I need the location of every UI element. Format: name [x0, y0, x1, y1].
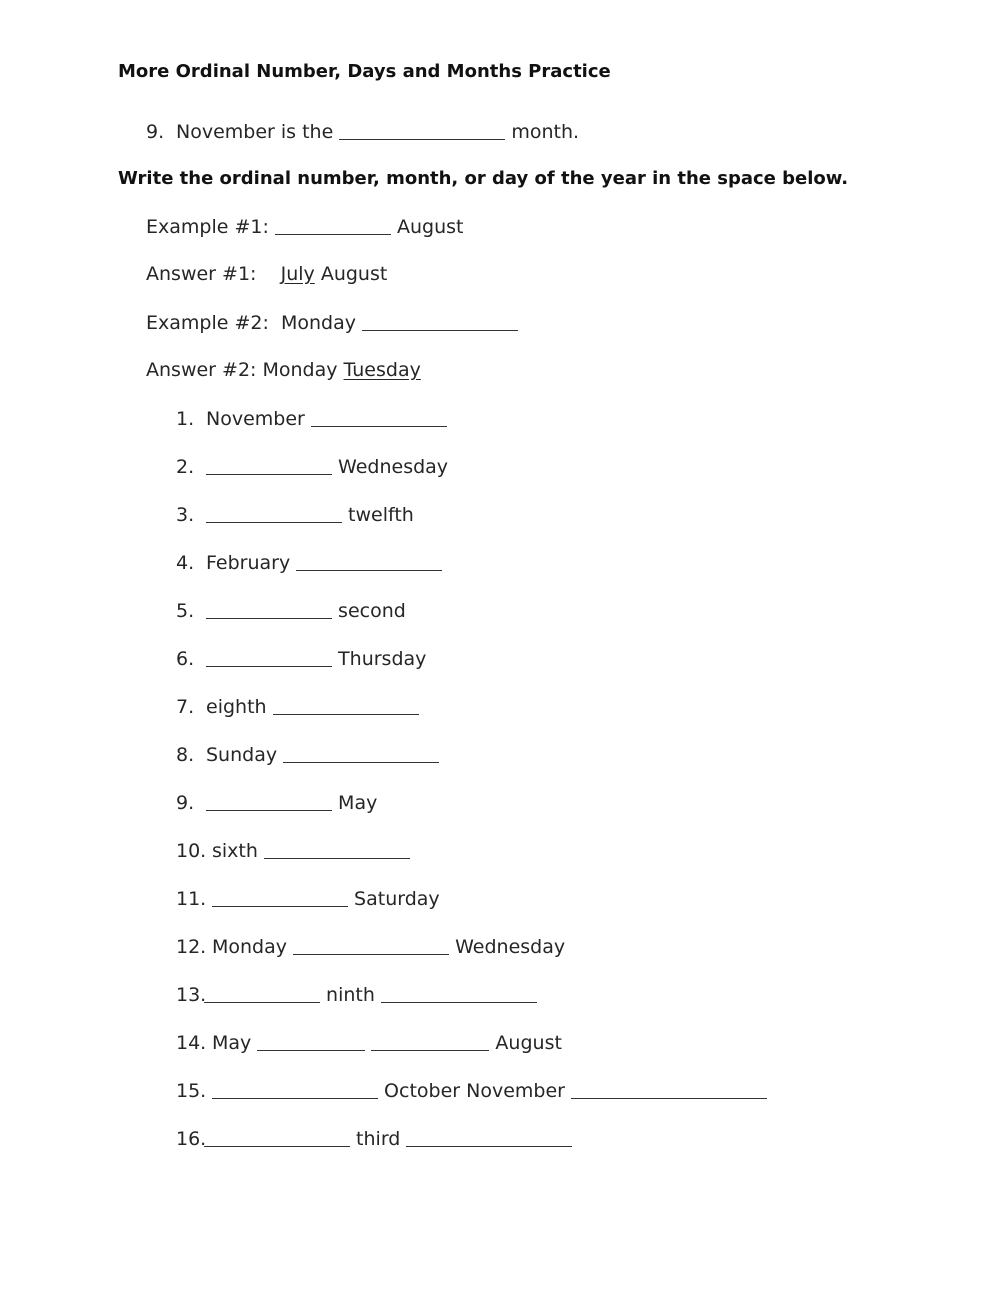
item-word: October November — [384, 1080, 565, 1102]
list-item-16 — [176, 1126, 572, 1151]
item-number: 5. — [176, 600, 195, 622]
answer-blank[interactable] — [206, 456, 332, 475]
item-number: 9. — [146, 121, 165, 143]
item-word: Sunday — [206, 744, 278, 766]
example-word: August — [396, 216, 464, 238]
item-number: 13. — [176, 984, 207, 1006]
list-item-6 — [176, 646, 426, 671]
list-item-7 — [176, 694, 419, 719]
answer-blank[interactable] — [273, 696, 419, 715]
answer-word: August — [320, 263, 388, 285]
list-item-14 — [176, 1030, 562, 1055]
item-number: 8. — [176, 744, 195, 766]
item-number: 9. — [176, 792, 195, 814]
list-item-12 — [176, 934, 565, 959]
list-item-5 — [176, 598, 406, 623]
answer-1 — [146, 262, 387, 286]
item-word: Wednesday — [338, 456, 449, 478]
page-title: More Ordinal Number, Days and Months Practice — [118, 61, 611, 82]
item-number: 11. — [176, 888, 207, 910]
item-number: 12. — [176, 936, 207, 958]
list-item-2 — [176, 454, 448, 479]
answer-value: Tuesday — [343, 359, 421, 381]
item-word: Monday — [212, 936, 288, 958]
item-number: 15. — [176, 1080, 207, 1102]
answer-label: Answer #1: — [146, 263, 257, 285]
list-item-9 — [176, 790, 377, 815]
list-item-13 — [176, 982, 537, 1007]
example-word: Monday — [280, 312, 356, 334]
answer-blank[interactable] — [204, 1128, 350, 1147]
item-number: 16. — [176, 1128, 207, 1150]
instruction-text: Write the ordinal number, month, or day of the year in the space below. — [118, 168, 849, 189]
answer-blank[interactable] — [371, 1032, 489, 1051]
item-number: 4. — [176, 552, 195, 574]
item-word: Thursday — [338, 648, 427, 670]
item-word: twelfth — [348, 504, 414, 526]
list-item-1 — [176, 406, 447, 431]
list-item-11 — [176, 886, 440, 911]
list-item-15 — [176, 1078, 767, 1103]
answer-blank[interactable] — [296, 552, 442, 571]
item-word: February — [206, 552, 291, 574]
answer-blank[interactable] — [339, 121, 505, 140]
item-word: sixth — [212, 840, 258, 862]
answer-blank[interactable] — [257, 1032, 365, 1051]
answer-blank[interactable] — [206, 504, 342, 523]
answer-blank[interactable] — [206, 600, 332, 619]
answer-value: July — [280, 263, 315, 285]
list-item-10 — [176, 838, 410, 863]
item-word: ninth — [326, 984, 375, 1006]
answer-blank[interactable] — [362, 312, 518, 331]
answer-word: Monday — [262, 359, 338, 381]
answer-blank[interactable] — [381, 984, 537, 1003]
item-number: 2. — [176, 456, 195, 478]
item-number: 3. — [176, 504, 195, 526]
answer-blank[interactable] — [204, 984, 320, 1003]
example-label: Example #2: — [146, 312, 269, 334]
answer-blank[interactable] — [212, 1080, 378, 1099]
item-word: Wednesday — [455, 936, 566, 958]
list-item-4 — [176, 550, 442, 575]
question-text: November is the — [176, 121, 334, 143]
item-word: eighth — [206, 696, 267, 718]
example-1 — [146, 214, 463, 239]
answer-blank[interactable] — [206, 792, 332, 811]
answer-blank[interactable] — [264, 840, 410, 859]
answer-blank[interactable] — [206, 648, 332, 667]
item-number: 6. — [176, 648, 195, 670]
example-label: Example #1: — [146, 216, 269, 238]
answer-2 — [146, 358, 421, 382]
item-word: Saturday — [354, 888, 440, 910]
item-word: third — [356, 1128, 401, 1150]
question-9-intro — [146, 119, 579, 144]
answer-blank[interactable] — [311, 408, 447, 427]
answer-blank[interactable] — [571, 1080, 767, 1099]
list-item-3 — [176, 502, 414, 527]
answer-blank[interactable] — [283, 744, 439, 763]
item-word: May — [338, 792, 378, 814]
item-word: August — [495, 1032, 562, 1054]
answer-blank[interactable] — [293, 936, 449, 955]
answer-blank[interactable] — [212, 888, 348, 907]
item-word: May — [212, 1032, 252, 1054]
item-number: 10. — [176, 840, 207, 862]
item-number: 14. — [176, 1032, 207, 1054]
item-number: 7. — [176, 696, 195, 718]
answer-blank[interactable] — [406, 1128, 572, 1147]
example-2 — [146, 310, 518, 335]
question-text: month. — [511, 121, 580, 143]
item-word: second — [338, 600, 406, 622]
list-item-8 — [176, 742, 439, 767]
answer-blank[interactable] — [275, 216, 391, 235]
answer-label: Answer #2: — [146, 359, 257, 381]
item-word: November — [206, 408, 305, 430]
item-number: 1. — [176, 408, 195, 430]
